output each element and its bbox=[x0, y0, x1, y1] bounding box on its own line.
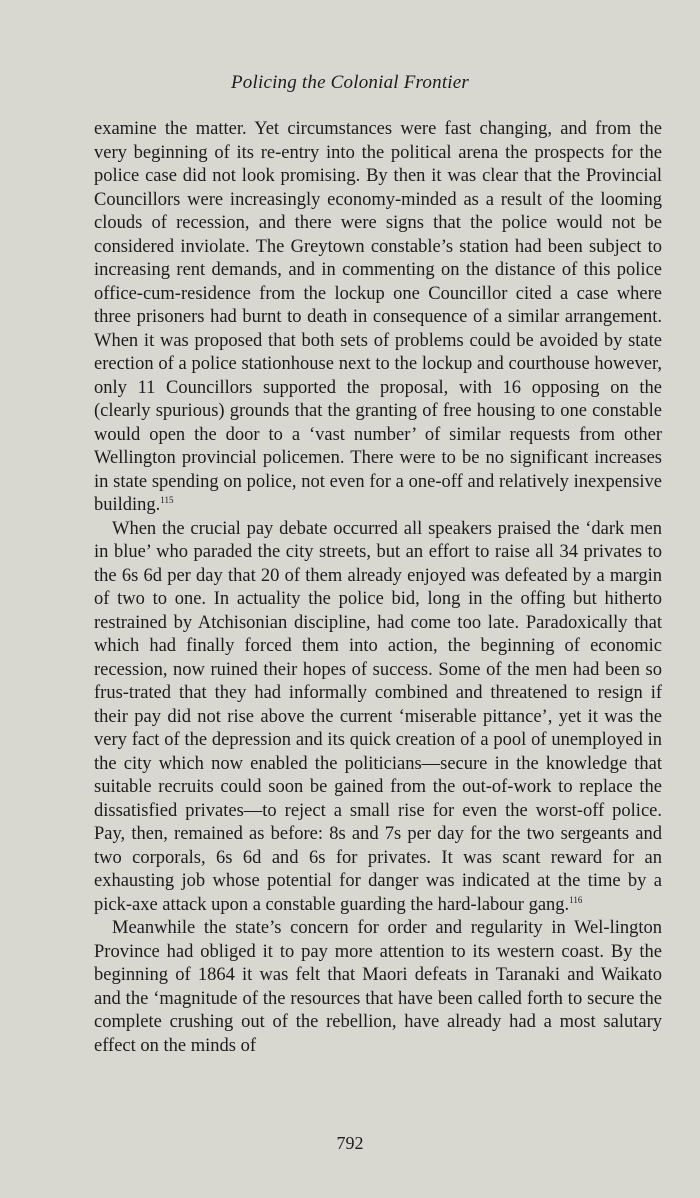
page-number: 792 bbox=[336, 1133, 364, 1153]
running-head: Policing the Colonial Frontier bbox=[230, 72, 470, 93]
paragraph-3-text: Meanwhile the state’s concern for order and regularity in Wel-lington Province had obliged it to pay more attention to its western coast. By the beginning of 1864 it was felt that Maori defeats in Taranaki and Waikato and the ‘magnitude of the resources that have been called forth to secure the complete crushing out of the rebellion, have already had a most salutary effect on the minds of bbox=[94, 918, 662, 1056]
paragraph-1-text: examine the matter. Yet circumstances were fast changing, and from the very beginning of its re-entry into the political arena the prospects for the police case did not look promising. By then it was clear that the Provincial Councillors were increasingly economy-minded as a result of the looming clouds of recession, and there were signs that the police would not be considered inviolate. The Greytown constable’s station had been subject to increasing rent demands, and in commenting on the distance of this police office-cum-residence from the lockup one Councillor cited a case where three prisoners had burnt to death in consequence of a similar arrangement. When it was proposed that both sets of problems could be avoided by state erection of a police stationhouse next to the lockup and courthouse however, only 11 Councillors supported the proposal, with 16 opposing on the (clearly spurious) grounds that the granting of free housing to one constable would open the door to a ‘vast number’ of similar requests from other Wellington provincial policemen. There were to be no significant increases in state spending on police, not even for a one-off and relatively inexpensive building. bbox=[94, 119, 662, 515]
paragraph-2 bbox=[94, 518, 662, 918]
paragraph-1 bbox=[94, 118, 662, 518]
paragraph-2-text: When the crucial pay debate occurred all speakers praised the ‘dark men in blue’ who paraded the city streets, but an effort to raise all 34 privates to the 6s 6d per day that 20 of them already enjoyed was defeated by a margin of two to one. In actuality the police bid, long in the offing but hitherto restrained by Atchisonian discipline, had come too late. Paradoxically that which had finally forced them into action, the beginning of economic recession, now ruined their hopes of success. Some of the men had been so frus-trated that they had informally combined and threatened to resign if their pay did not rise above the current ‘miserable pittance’, yet it was the very fact of the depression and its quick creation of a pool of unemployed in the city which now enabled the politicians—secure in the knowledge that suitable recruits could soon be gained from the out-of-work to replace the dissatisfied privates—to reject a small rise for even the worst-off police. Pay, then, remained as before: 8s and 7s per day for the two sergeants and two corporals, 6s 6d and 6s for privates. It was scant reward for an exhausting job whose potential for danger was indicated at the time by a pick-axe attack upon a constable guarding the hard-labour gang. bbox=[94, 518, 662, 915]
footnote-ref-115: 115 bbox=[160, 495, 174, 505]
paragraph-3 bbox=[94, 917, 662, 1058]
footnote-ref-116: 116 bbox=[569, 894, 583, 905]
body-text bbox=[94, 118, 662, 1058]
